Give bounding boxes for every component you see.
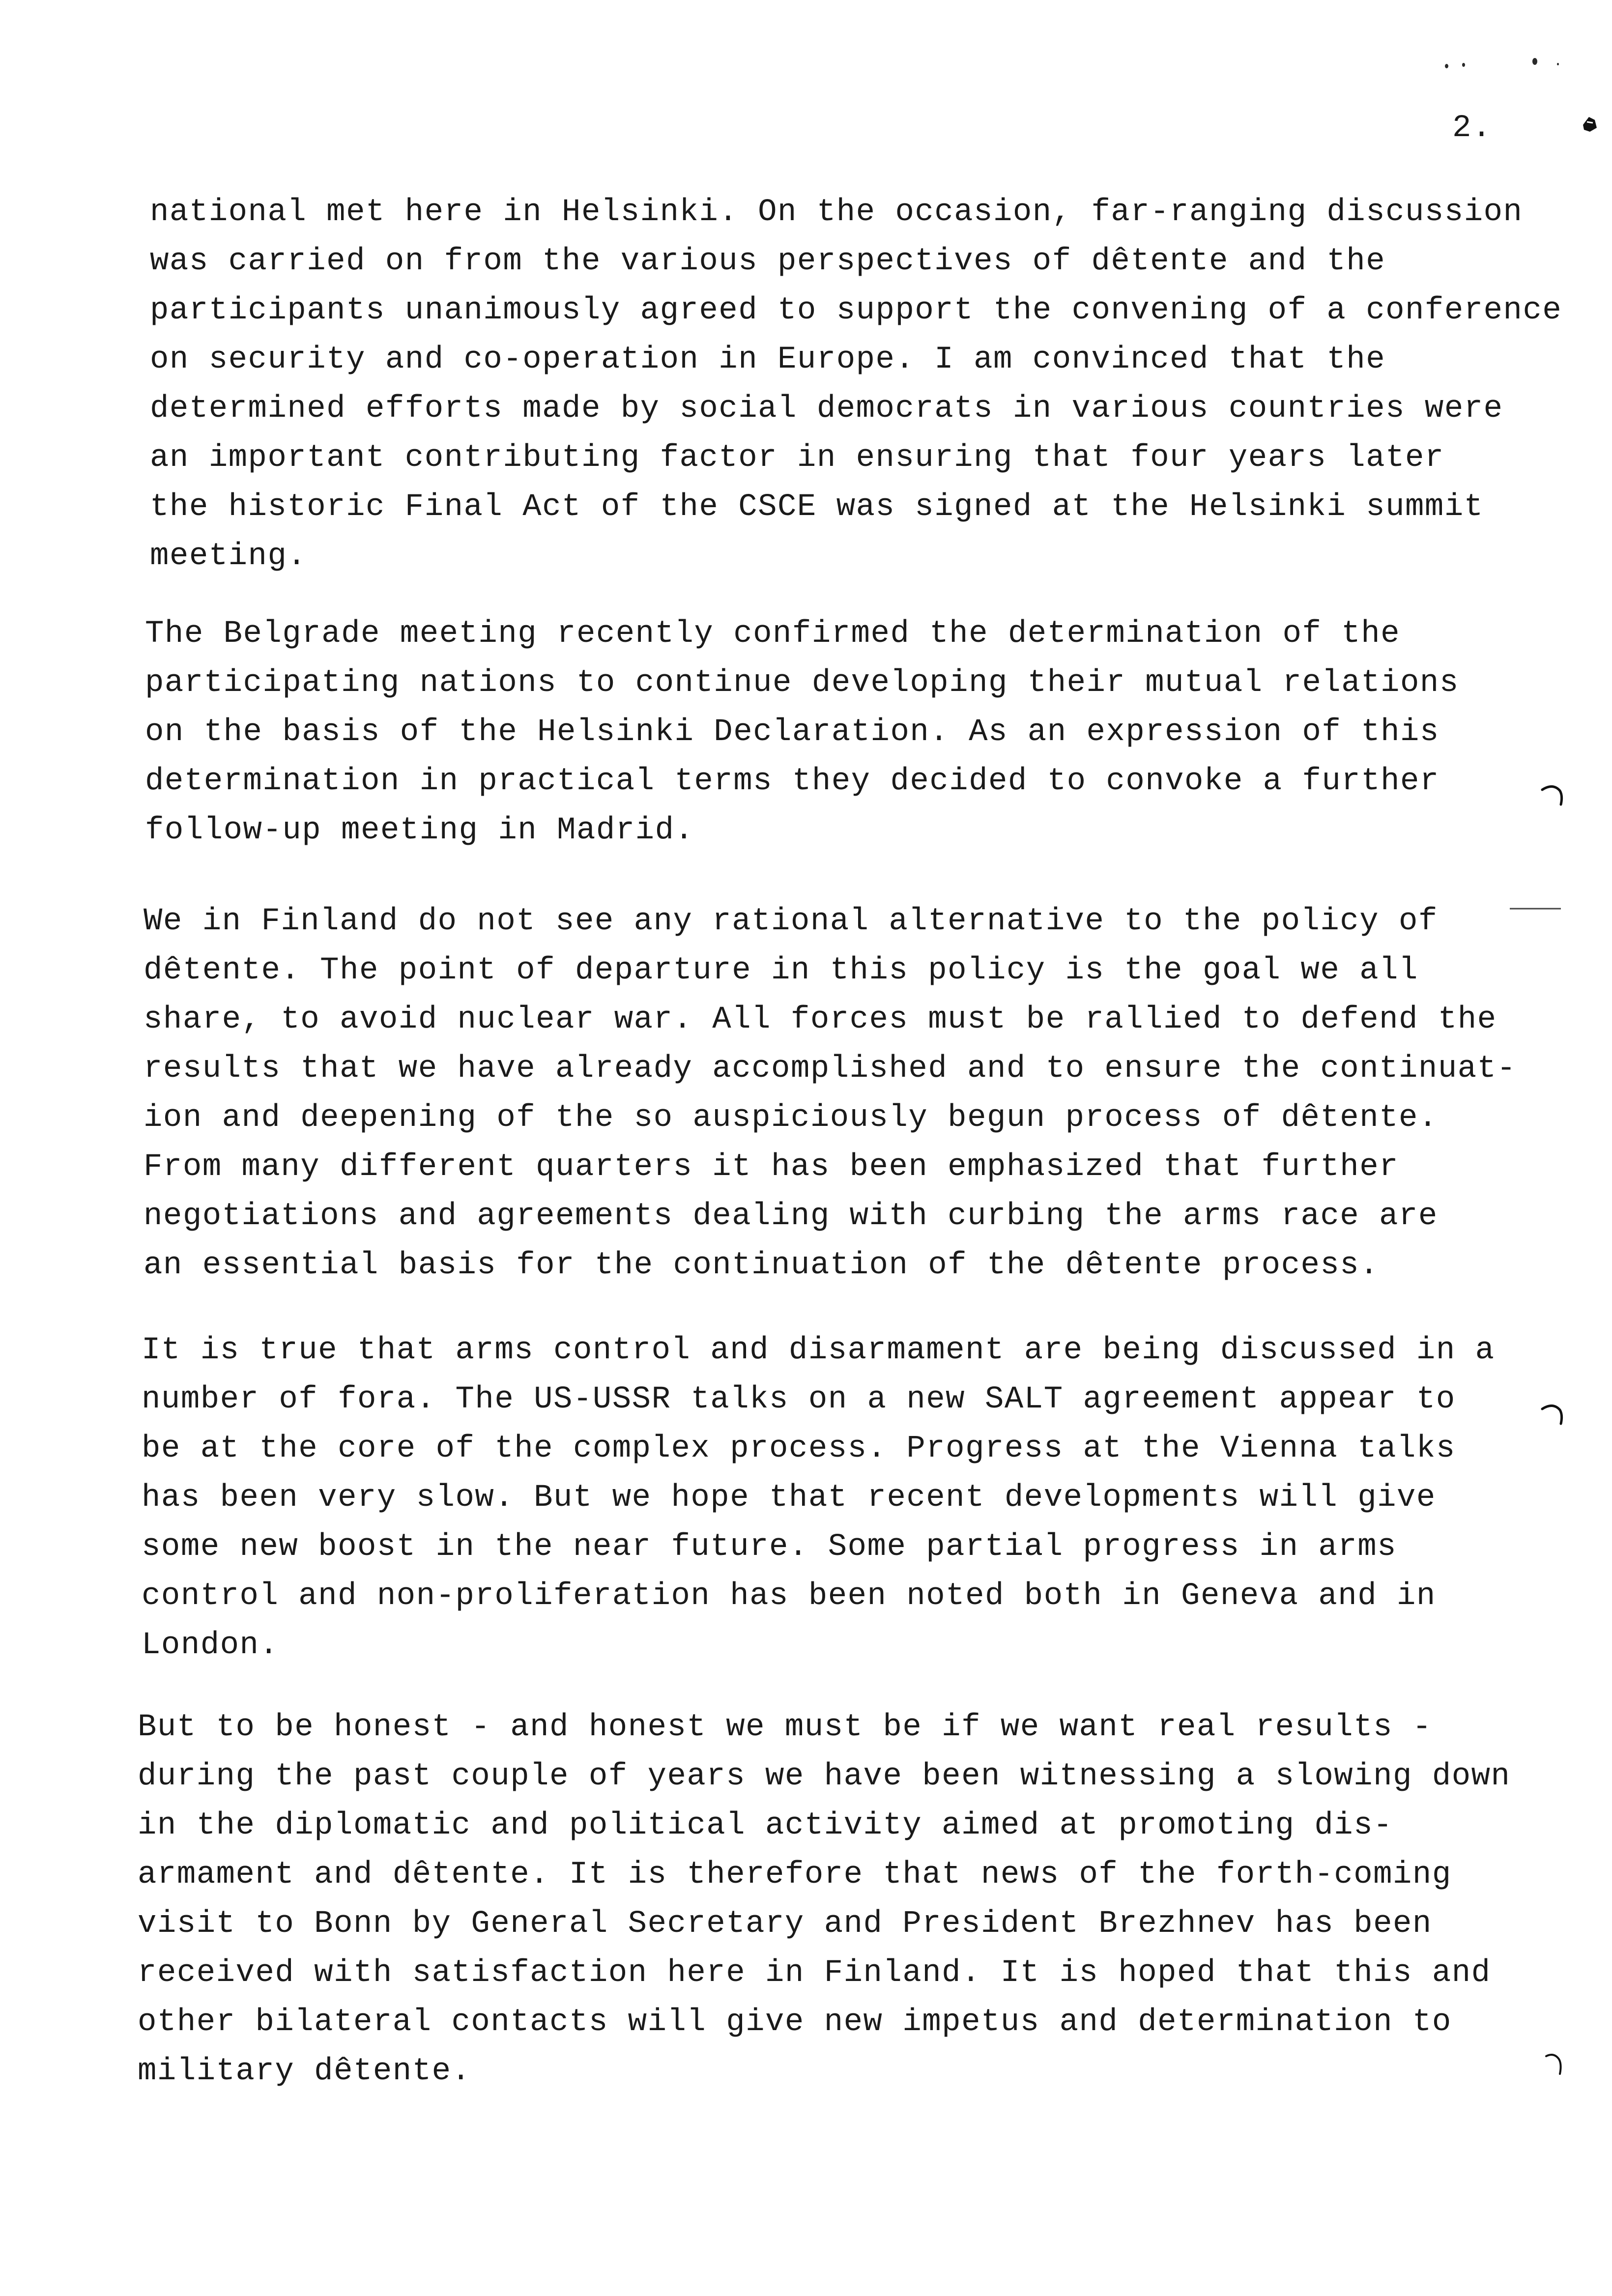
- text-line: participating nations to continue developing their mutual relations: [145, 665, 1459, 701]
- text-line: But to be honest - and honest we must be if we want real results -: [138, 1710, 1432, 1745]
- text-line: determined efforts made by social democrats in various countries were: [150, 391, 1503, 427]
- text-line: in the diplomatic and political activity aimed at promoting dis-: [138, 1808, 1393, 1843]
- text-line: an essential basis for the continuation of the dêtente process.: [144, 1248, 1380, 1283]
- text-line: results that we have already accomplished and to ensure the continuat-: [144, 1051, 1517, 1087]
- text-line: other bilateral contacts will give new impetus and determination to: [138, 2005, 1452, 2040]
- text-line: share, to avoid nuclear war. All forces must be rallied to defend the: [144, 1002, 1497, 1037]
- text-line: be at the core of the complex process. Progress at the Vienna talks: [142, 1431, 1456, 1466]
- text-line: We in Finland do not see any rational alternative to the policy of: [144, 904, 1438, 939]
- text-line: during the past couple of years we have been witnessing a slowing down: [138, 1759, 1511, 1794]
- margin-bracket-mark-icon: [1538, 779, 1568, 823]
- text-line: ion and deepening of the so auspiciously begun process of dêtente.: [144, 1100, 1438, 1136]
- text-line: was carried on from the various perspectives of dêtente and the: [150, 244, 1386, 279]
- text-line: follow-up meeting in Madrid.: [145, 813, 694, 848]
- text-line: has been very slow. But we hope that recent developments will give: [142, 1480, 1436, 1516]
- text-line: military dêtente.: [138, 2054, 471, 2089]
- margin-bracket-mark-icon: [1543, 2049, 1568, 2089]
- text-line: visit to Bonn by General Secretary and President Brezhnev has been: [138, 1906, 1432, 1942]
- text-line: participants unanimously agreed to support the convening of a conference: [150, 293, 1562, 328]
- text-line: on security and co-operation in Europe. I am convinced that the: [150, 342, 1386, 377]
- text-line: From many different quarters it has been emphasized that further: [144, 1149, 1399, 1185]
- text-line: the historic Final Act of the CSCE was signed at the Helsinki summit: [150, 489, 1484, 525]
- scan-speck: [1462, 63, 1465, 67]
- text-line: some new boost in the near future. Some partial progress in arms: [142, 1529, 1397, 1565]
- text-line: meeting.: [150, 539, 307, 574]
- margin-bracket-mark-icon: [1538, 1398, 1568, 1442]
- text-line: control and non-proliferation has been noted both in Geneva and in: [142, 1578, 1436, 1614]
- scan-speck: [1445, 64, 1448, 68]
- binder-clip-mark-icon: [1580, 113, 1600, 135]
- scan-speck: [1557, 63, 1559, 65]
- text-line: national met here in Helsinki. On the occasion, far-ranging discussion: [150, 195, 1523, 230]
- text-line: an important contributing factor in ensuring that four years later: [150, 440, 1444, 476]
- scan-speck: [1532, 58, 1537, 65]
- margin-dash-mark-icon: [1509, 907, 1563, 911]
- text-line: London.: [142, 1628, 279, 1663]
- text-line: armament and dêtente. It is therefore that news of the forth-coming: [138, 1857, 1452, 1893]
- text-line: It is true that arms control and disarmament are being discussed in a: [142, 1333, 1495, 1368]
- text-line: on the basis of the Helsinki Declaration. As an expression of this: [145, 715, 1439, 750]
- text-line: number of fora. The US-USSR talks on a new SALT agreement appear to: [142, 1382, 1456, 1417]
- text-line: dêtente. The point of departure in this policy is the goal we all: [144, 953, 1418, 988]
- text-line: negotiations and agreements dealing with curbing the arms race are: [144, 1199, 1438, 1234]
- text-line: determination in practical terms they decided to convoke a further: [145, 764, 1439, 799]
- page-number: 2.: [1452, 111, 1492, 146]
- text-line: The Belgrade meeting recently confirmed the determination of the: [145, 616, 1400, 652]
- text-line: received with satisfaction here in Finland. It is hoped that this and: [138, 1955, 1491, 1991]
